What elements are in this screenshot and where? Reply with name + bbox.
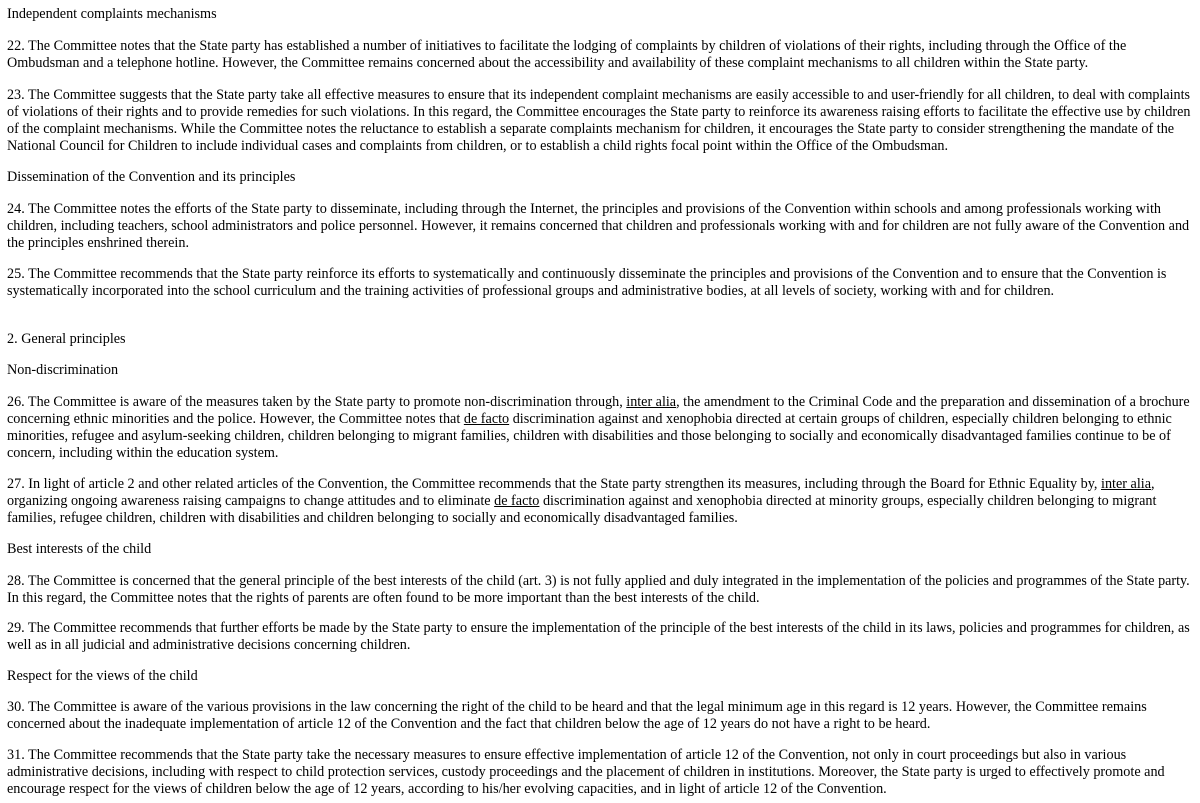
paragraph-26-line-3: minorities, refugee and asylum-seeking children, children belonging to migrant families, children with disabilities and those belonging to socially and economically disadvantaged families continue to be of [7,428,1171,444]
part-heading-general-principles: 2. General principles [7,331,126,347]
paragraph-31-line-1: 31. The Committee recommends that the State party take the necessary measures to ensure effective implementation of article 12 of the Convention, not only in court proceedings but also in various [7,747,1127,763]
paragraph-24-line-3: the principles enshrined therein. [7,235,190,251]
paragraph-30-line-2: concerned about the inadequate implementation of article 12 of the Convention and the fact that children below the age of 12 years do not have a right to be heard. [7,716,931,732]
underlined-term: de facto [463,411,510,427]
paragraph-29-line-1: 29. The Committee recommends that further efforts be made by the State party to ensure the implementation of the principle of the best interests of the child in its laws, policies and programmes for children, as [7,620,1190,636]
text-segment: 26. The Committee is aware of the measures taken by the State party to promote non-discrimination through, inter alia, the amendment to the Criminal Code and the preparation and dissemination of a brochure [7,394,1190,410]
paragraph-25-line-1: 25. The Committee recommends that the State party reinforce its efforts to systematically and continuously disseminate the principles and provisions of the Convention and to ensure that the Convention is [7,266,1167,282]
paragraph-27-line-2 [7,493,1156,511]
text-segment: concerning ethnic minorities and the police. However, the Committee notes that de facto discrimination against and xenophobia directed at certain groups of children, especially children belonging to ethnic [7,411,1172,427]
paragraph-22-line-2: Ombudsman and a telephone hotline. However, the Committee remains concerned about the accessibility and availability of these complaint mechanisms to all children within the State party. [7,55,1089,71]
paragraph-26-line-2 [7,411,1172,429]
section-heading-views-of-child: Respect for the views of the child [7,668,198,684]
paragraph-28-line-1: 28. The Committee is concerned that the general principle of the best interests of the child (art. 3) is not fully applied and duly integrated in the implementation of the policies and programmes of the State party. [7,573,1190,589]
paragraph-31-line-3: encourage respect for the views of children below the age of 12 years, according to his/her evolving capacities, and in light of article 12 of the Convention. [7,781,887,797]
underlined-term: inter alia [1101,476,1152,492]
text-segment: 27. In light of article 2 and other related articles of the Convention, the Committee recommends that the State party strengthen its measures, including through the Board for Ethnic Equality by, inter alia, [7,476,1155,492]
text-segment: organizing ongoing awareness raising campaigns to change attitudes and to eliminate de facto discrimination against and xenophobia directed at minority groups, especially children belonging to migrant [7,493,1157,509]
paragraph-29-line-2: well as in all judicial and administrative decisions concerning children. [7,637,411,653]
paragraph-24-line-1: 24. The Committee notes the efforts of the State party to disseminate, including through the Internet, the principles and provisions of the Convention within schools and among professionals working with [7,201,1161,217]
paragraph-24-line-2: children, including teachers, school administrators and police personnel. However, it remains concerned that children and professionals working with and for children are not fully aware of the Convention and [7,218,1190,234]
paragraph-23-line-3: of the complaint mechanisms. While the Committee notes the reluctance to establish a separate complaints mechanism for children, it encourages the State party to consider strengthening the mandate of the [7,121,1175,137]
section-heading-best-interests: Best interests of the child [7,541,152,557]
paragraph-31-line-2: administrative decisions, including with respect to child protection services, custody proceedings and the placement of children in institutions. Moreover, the State party is urged to effectively promote and [7,764,1165,780]
paragraph-25-line-2: systematically incorporated into the school curriculum and the training activities of professional groups and administrative bodies, at all levels of society, working with and for children. [7,283,1055,299]
section-heading-dissemination: Dissemination of the Convention and its principles [7,169,296,185]
paragraph-28-line-2: In this regard, the Committee notes that the rights of parents are often found to be more important than the best interests of the child. [7,590,760,606]
paragraph-22-line-1: 22. The Committee notes that the State party has established a number of initiatives to facilitate the lodging of complaints by children of violations of their rights, including through the Office of the [7,38,1127,54]
paragraph-26-line-1 [7,394,1190,412]
paragraph-27-line-3: families, refugee children, children with disabilities and children belonging to socially and economically disadvantaged families. [7,510,738,526]
paragraph-23-line-4: National Council for Children to include individual cases and complaints from children, or to establish a child rights focal point within the Office of the Ombudsman. [7,138,949,154]
paragraph-30-line-1: 30. The Committee is aware of the various provisions in the law concerning the right of the child to be heard and that the legal minimum age in this regard is 12 years. However, the Committee remains [7,699,1147,715]
underlined-term: de facto [494,493,540,509]
underlined-term: inter alia [626,394,677,410]
section-heading-complaints: Independent complaints mechanisms [7,6,217,22]
paragraph-26-line-4: concern, including within the education system. [7,445,279,461]
paragraph-23-line-1: 23. The Committee suggests that the State party take all effective measures to ensure that its independent complaint mechanisms are easily accessible to and user-friendly for all children, to deal with complaints [7,87,1191,103]
paragraph-27-line-1 [7,476,1155,494]
section-heading-non-discrimination: Non-discrimination [7,362,119,378]
paragraph-23-line-2: of violations of their rights and to provide remedies for such violations. In this regard, the Committee encourages the State party to reinforce its awareness raising efforts to facilitate the effective use by children [7,104,1191,120]
